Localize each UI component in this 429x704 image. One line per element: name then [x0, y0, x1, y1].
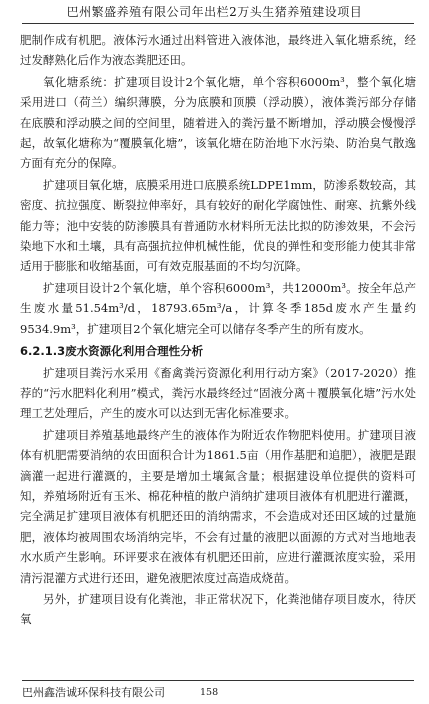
- paragraph-liquid-fertilizer: 扩建项目养殖基地最终产生的液体作为附近农作物肥料使用。扩建项目液体有机肥需要消纳的农田面积合计为1861.5亩（用作基肥和追肥），液肥是跟滴灌一起进行灌溉的，主要是增加土壤氮含量；根据建设单位提供的资料可知，养殖场附近有玉米、棉花种植的散户消纳扩建项目液体有机肥进行灌溉，完全满足扩建项目液体有机肥还田的消纳需求，不会造成对还田区域的过量施肥，液体均被周围农场消纳完毕，不会有过量的液肥以面源的方式对当地地表水水质产生影响。环评要求在液体有机肥还田前，应进行灌溉浓度实验，采用清污混灌方式进行还田，避免液肥浓度过高造成烧苗。: [20, 427, 416, 585]
- page-content: [20, 30, 416, 630]
- page-number: 158: [200, 687, 219, 698]
- paragraph-continuation: 肥制作成有机肥。液体污水通过出料管进入液体池，最终进入氧化塘系统，经过发酵熟化后作为液态粪肥还田。: [20, 33, 416, 68]
- footer-divider: [22, 680, 414, 681]
- footer-company-name: 巴州鑫浩诚环保科技有限公司: [22, 686, 165, 699]
- paragraph-reuse-mode: 扩建项目粪污水采用《畜禽粪污资源化利用行动方案》（2017-2020）推荐的“污水肥料化利用”模式，粪污水最终经过“固液分离＋覆膜氧化塘”污水处理工艺处理后，产生的废水可以达到无害化标准要求。: [20, 365, 416, 421]
- section-heading: 6.2.1.3废水资源化利用合理性分析: [20, 344, 204, 359]
- paragraph-oxidation-pond-system: 氧化塘系统：扩建项目设计2个氧化塘，单个容积6000m³，整个氧化塘采用进口（荷兰）编织薄膜，分为底膜和顶膜（浮动膜），液体粪污部分存储在底膜和浮动膜之间的空间里，随着进入的粪污量不断增加，浮动膜会慢慢浮起，故氧化塘称为“覆膜氧化塘”，该氧化塘在防治地下水污染、防治臭气散逸方面有充分的保障。: [20, 74, 416, 171]
- header-divider: [22, 23, 414, 24]
- paragraph-septic-tank: 另外，扩建项目设有化粪池，非正常状况下，化粪池储存项目废水，待厌氧: [20, 591, 416, 627]
- paragraph-pond-capacity: 扩建项目设计2个氧化塘，单个容积6000m³，共12000m³。按全年总产生废水量51.54m³/d，18793.65m³/a，计算冬季185d废水产生量约9534.9m³，扩建项目2个氧化塘完全可以储存冬季产生的所有废水。: [20, 280, 416, 336]
- paragraph-pond-liner: 扩建项目氧化塘，底膜采用进口底膜系统LDPE1mm，防渗系数较高，其密度、抗拉强度、断裂拉伸率好，具有较好的耐化学腐蚀性、耐寒、抗紫外线能力等；池中安装的防渗膜具有普通防水材料所无法比拟的防渗效果，不会污染地下水和土壤，具有高强抗拉伸机械性能，优良的弹性和变形能力使其非常适用于膨胀和收缩基面，可有效克服基面的不均匀沉降。: [20, 177, 416, 274]
- page-header-title: 巴州繁盛养殖有限公司年出栏2万头生猪养殖建设项目: [66, 5, 363, 19]
